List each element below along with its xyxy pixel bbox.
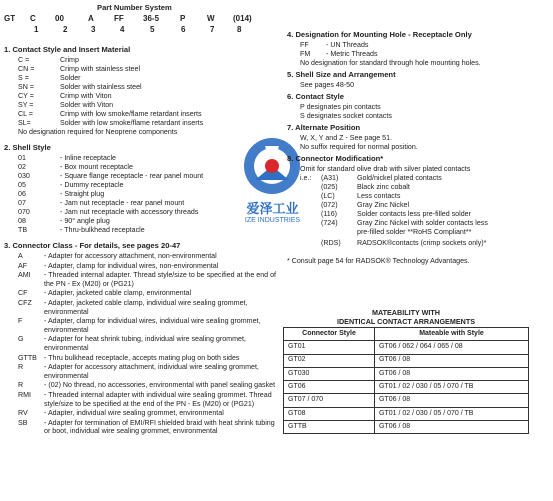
list-item: CY = Crimp with Viton bbox=[18, 92, 112, 100]
table-row bbox=[284, 381, 529, 394]
section-6-text: P designates pin contacts bbox=[300, 103, 381, 111]
section-7-text: W, X, Y and Z - See page 51. bbox=[300, 134, 393, 142]
list-item: (025) Black zinc cobalt bbox=[321, 183, 410, 191]
section-8-ie: i.e.: bbox=[300, 174, 312, 182]
section-3-list bbox=[18, 252, 280, 436]
table-row bbox=[284, 421, 529, 434]
list-item: CF - Adapter, jacketed cable clamp, environmental bbox=[18, 289, 192, 298]
list-item: AMI - Threaded internal adapter. Thread style/size to be specified at the end of the PN - Ex (M20) or (PG21) bbox=[18, 271, 277, 288]
pn-part-00: 00 bbox=[55, 14, 64, 23]
pn-index: 6 bbox=[181, 25, 186, 34]
section-7-text: No suffix required for normal position. bbox=[300, 143, 418, 151]
list-item: CFZ - Adapter, jacketed cable clamp, individual wire sealing grommet, environmental bbox=[18, 298, 248, 316]
list-item: RMI - Threaded internal adapter with individual wire sealing grommet. Thread style/size to be specified at the end of the PN - Es (M20) or (PG21) bbox=[18, 390, 272, 408]
list-item: (LC) Less contacts bbox=[321, 192, 401, 200]
table-cell: GT06 / 08 bbox=[375, 394, 529, 407]
list-item: 030 - Square flange receptacle - rear panel mount bbox=[18, 172, 204, 180]
table-row bbox=[284, 367, 529, 380]
table-row bbox=[284, 354, 529, 367]
pn-part-a: A bbox=[88, 14, 94, 23]
table-cell: GT06 bbox=[284, 381, 375, 394]
list-item: G - Adapter for heat shrink tubing, individual wire sealing grommet, environmental bbox=[18, 335, 246, 352]
list-item: RV - Adapter, individual wire sealing grommet, environmental bbox=[18, 409, 224, 418]
list-item: A - Adapter for accessory attachment, non-environmental bbox=[18, 252, 217, 260]
list-item: 01 - Inline receptacle bbox=[18, 154, 116, 162]
pn-index: 7 bbox=[210, 25, 215, 34]
list-item: 070 - Jam nut receptacle with accessory threads bbox=[18, 208, 199, 216]
column-header: Mateable with Style bbox=[375, 328, 529, 341]
table-cell: GT02 bbox=[284, 354, 375, 367]
mateability-table bbox=[283, 327, 529, 434]
list-item: (072) Gray Zinc Nickel bbox=[321, 201, 410, 209]
list-item: 07 - Jam nut receptacle - rear panel mount bbox=[18, 199, 185, 207]
pn-index: 3 bbox=[91, 25, 96, 34]
list-item: S = Solder bbox=[18, 74, 81, 82]
list-item: AF - Adapter, clamp for individual wires, non-environmental bbox=[18, 261, 219, 270]
pn-part-w: W bbox=[207, 14, 215, 23]
column-header: Connector Style bbox=[284, 328, 375, 341]
table-cell: GTTB bbox=[284, 421, 375, 434]
logo-text-cn: 爱泽工业 bbox=[246, 200, 299, 216]
list-item: F - Adapter, clamp for individual wires, individual wire sealing grommet, environmental bbox=[18, 317, 261, 334]
list-item: CN = Crimp with stainless steel bbox=[18, 65, 141, 73]
list-item: pre-filled solder **RoHS Compliant** bbox=[357, 228, 472, 236]
table-cell: GT01 bbox=[284, 341, 375, 354]
section-4-title: 4. Designation for Mounting Hole - Receptacle Only bbox=[287, 30, 472, 39]
section-1-title: 1. Contact Style and Insert Material bbox=[4, 45, 131, 54]
table-cell: GT08 bbox=[284, 407, 375, 420]
section-2-title: 2. Shell Style bbox=[4, 143, 51, 152]
list-item: 08 - 90° angle plug bbox=[18, 217, 110, 225]
table-row bbox=[284, 407, 529, 420]
list-item: (RDS) RADSOK®contacts (crimp sockets only)* bbox=[321, 239, 487, 247]
logo-text-en: IZE INDUSTRIES bbox=[244, 216, 301, 224]
section-4-note: No designation for standard through hole mounting holes. bbox=[300, 59, 481, 67]
list-item: 02 - Box mount receptacle bbox=[18, 163, 133, 171]
list-item: GTTB - Thru bulkhead receptacle, accepts mating plug on both sides bbox=[18, 353, 240, 362]
table-cell: GT06 / 08 bbox=[375, 354, 529, 367]
pn-index: 8 bbox=[237, 25, 242, 34]
list-item: (116) Solder contacts less pre-filled solder bbox=[321, 210, 471, 218]
table-cell: GT07 / 070 bbox=[284, 394, 375, 407]
section-6-title: 6. Contact Style bbox=[287, 92, 344, 101]
list-item: SN = Solder with stainless steel bbox=[18, 83, 142, 91]
section-5-text: See pages 48-50 bbox=[300, 81, 355, 89]
part-number-title: Part Number System bbox=[97, 3, 172, 12]
pn-index: 1 bbox=[34, 25, 39, 34]
table-cell: GT01 / 02 / 030 / 05 / 070 / TB bbox=[375, 381, 529, 394]
section-6-text: S designates socket contacts bbox=[300, 112, 392, 120]
section-1-note: No designation required for Neoprene components bbox=[18, 128, 178, 136]
section-8-footnote: * Consult page 54 for RADSOK® Technology Advantages. bbox=[287, 257, 470, 265]
section-8-title: 8. Connector Modification* bbox=[287, 154, 384, 163]
list-item: R - Adapter for accessory attachment, individual wire sealing grommet, environmental bbox=[18, 363, 259, 380]
list-item: CL = Crimp with low smoke/flame retardant inserts bbox=[18, 110, 202, 118]
list-item: TB - Thru-bulkhead receptacle bbox=[18, 226, 145, 234]
table-cell: GT030 bbox=[284, 367, 375, 380]
mateability-title: MATEABILITY WITH bbox=[371, 308, 440, 317]
section-5-title: 5. Shell Size and Arrangement bbox=[287, 70, 396, 79]
list-item: SB - Adapter for termination of EMI/RFI shielded braid with heat shrink tubing or boot, individual wire sealing grommet, environmental bbox=[18, 418, 275, 436]
pn-part-mod: (014) bbox=[233, 14, 252, 23]
table-cell: GT06 / 062 / 064 / 065 / 08 bbox=[375, 341, 529, 354]
pn-index: 2 bbox=[63, 25, 68, 34]
pn-part-c: C bbox=[30, 14, 36, 23]
list-item: SL= Solder with low smoke/flame retardant inserts bbox=[18, 119, 204, 127]
section-7-title: 7. Alternate Position bbox=[287, 123, 361, 132]
list-item: 06 - Straight plug bbox=[18, 190, 105, 198]
list-item: R - (02) No thread, no accessories, environmental with panel sealing gasket bbox=[18, 381, 276, 390]
pn-part-p: P bbox=[180, 14, 186, 23]
list-item: C = Crimp bbox=[18, 56, 79, 64]
list-item: FM - Metric Threads bbox=[300, 50, 378, 58]
list-item: SY = Solder with Viton bbox=[18, 101, 114, 109]
table-cell: GT06 / 08 bbox=[375, 421, 529, 434]
table-header-row bbox=[284, 328, 529, 341]
pn-index: 5 bbox=[150, 25, 155, 34]
section-3-title: 3. Connector Class - For details, see pages 20-47 bbox=[4, 241, 181, 250]
list-item: 05 - Dummy receptacle bbox=[18, 181, 124, 189]
pn-part-ff: FF bbox=[114, 14, 124, 23]
pn-part-gt: GT bbox=[4, 14, 16, 23]
section-8-intro: Omit for standard olive drab with silver plated contacts bbox=[300, 165, 471, 173]
table-cell: GT06 / 08 bbox=[375, 367, 529, 380]
pn-part-size: 36-5 bbox=[143, 14, 160, 23]
list-item: (A31) Gold/nickel plated contacts bbox=[321, 174, 442, 182]
table-cell: GT01 / 02 / 030 / 05 / 070 / TB bbox=[375, 407, 529, 420]
list-item: (724) Gray Zinc Nickel with solder contacts less bbox=[321, 219, 488, 227]
list-item: FF - UN Threads bbox=[300, 41, 369, 49]
table-row bbox=[284, 341, 529, 354]
mateability-subtitle: IDENTICAL CONTACT ARRANGEMENTS bbox=[336, 317, 476, 326]
table-row bbox=[284, 394, 529, 407]
pn-index: 4 bbox=[120, 25, 125, 34]
